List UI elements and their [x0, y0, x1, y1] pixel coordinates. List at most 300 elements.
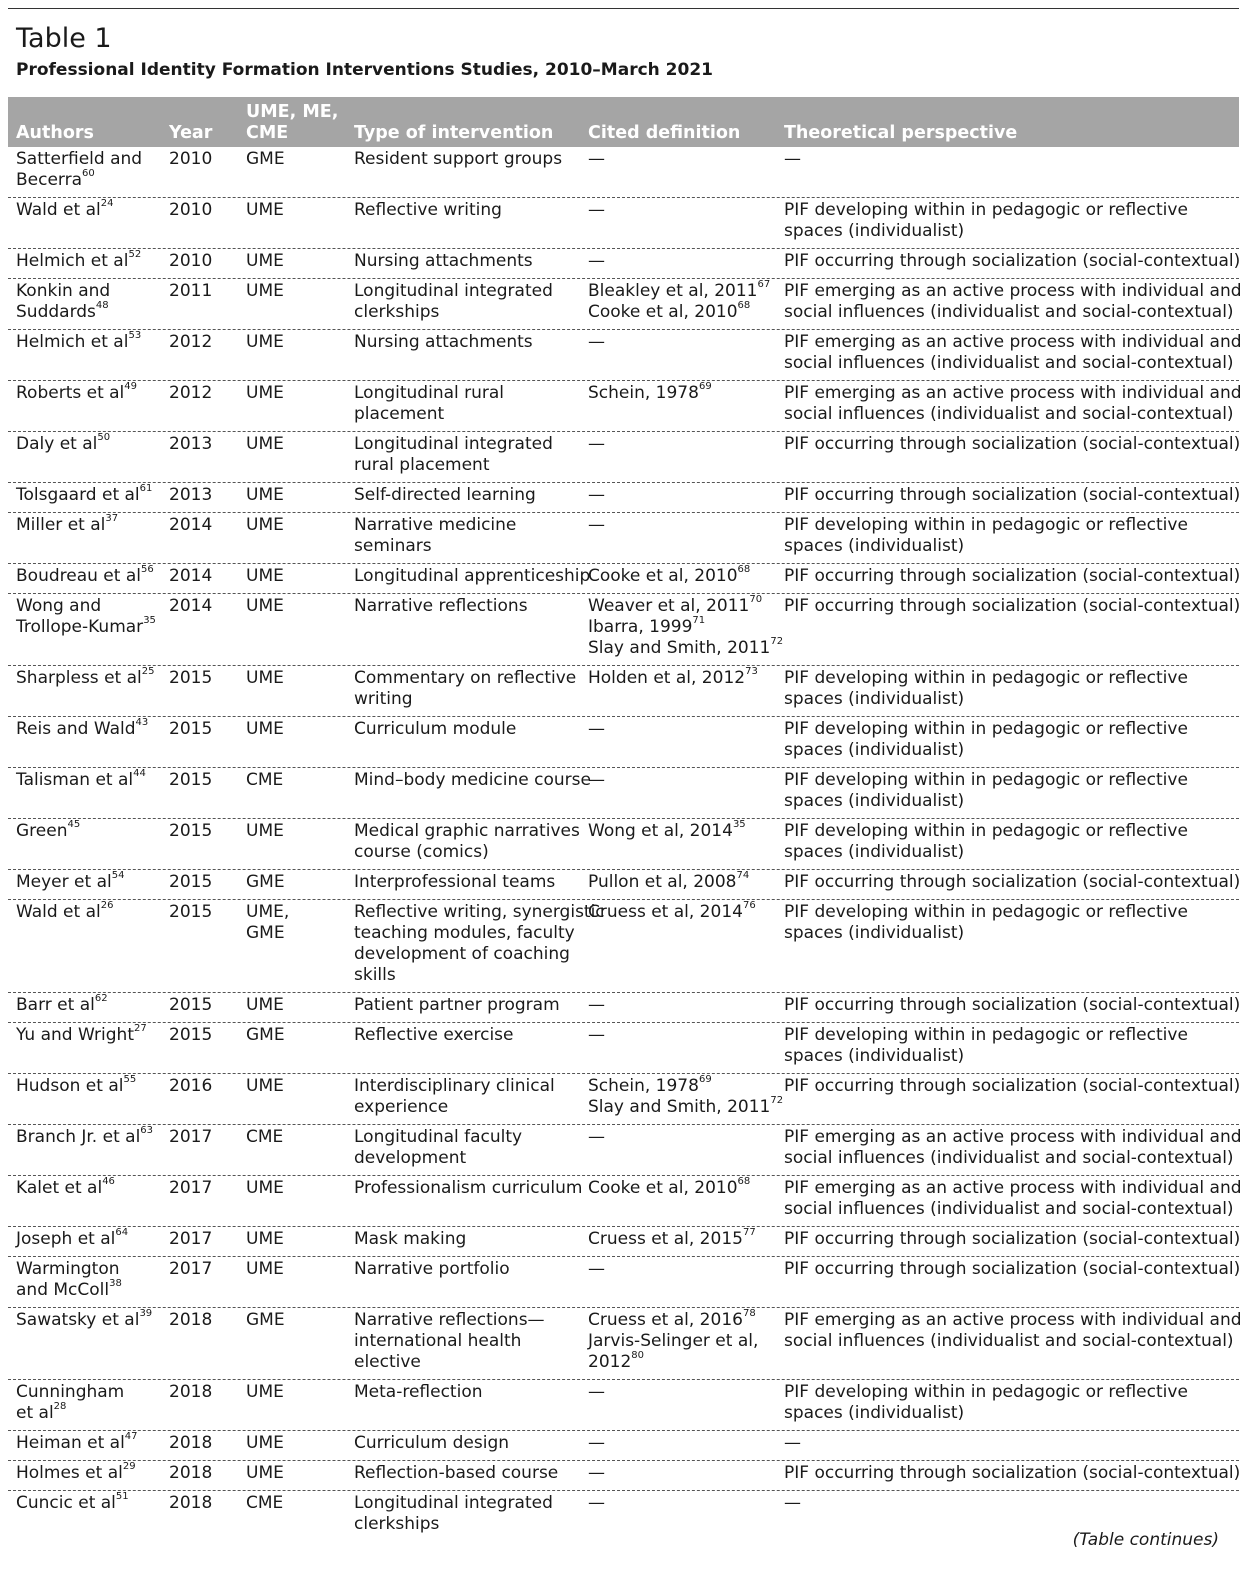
cited-definition-cell: [588, 434, 605, 455]
level-cell: [246, 1310, 285, 1331]
intervention-type-line: course (comics): [354, 842, 489, 862]
authors-cell: [16, 332, 166, 353]
intervention-type-line: experience: [354, 1097, 449, 1117]
reference-number: 45: [67, 819, 81, 830]
reference-number: 60: [82, 168, 95, 179]
cited-definition-line: —: [588, 332, 605, 352]
cited-definition-cell: [588, 485, 605, 506]
reference-number: 49: [124, 381, 138, 392]
level-line: GME: [246, 149, 285, 169]
table-row: [8, 198, 1239, 249]
cited-definition-cell: [588, 1493, 605, 1514]
reference-number: 51: [115, 1491, 129, 1502]
authors-line: Boudreau et $al^{56}$: [16, 564, 154, 586]
level-line: UME: [246, 485, 284, 505]
cited-definition-cell: [588, 668, 758, 689]
intervention-type-line: placement: [354, 404, 445, 424]
cited-definition-line: Cooke et al, 2010$^{68}$: [588, 300, 751, 322]
theoretical-perspective-line: spaces (individualist): [784, 923, 965, 943]
authors-line: Talisman et $al^{44}$: [16, 768, 146, 790]
header-perspective: Theoretical perspective: [784, 123, 1018, 143]
table-body: [8, 147, 1242, 1541]
table-row: [8, 1461, 1239, 1491]
level-line: GME: [246, 1025, 285, 1045]
theoretical-perspective-line: social influences (individualist and social-contextual): [784, 1148, 1234, 1168]
theoretical-perspective-cell: [784, 149, 801, 170]
theoretical-perspective-cell: [784, 281, 1242, 323]
theoretical-perspective-line: PIF developing within in pedagogic or reflective: [784, 515, 1188, 535]
cited-definition-line: Wong et al, 2014$^{35}$: [588, 819, 746, 841]
theoretical-perspective-cell: [784, 1025, 1188, 1067]
authors-cell: [16, 200, 166, 221]
reference-number: 43: [135, 717, 149, 728]
level-line: UME: [246, 1229, 284, 1249]
authors-cell: [16, 1229, 166, 1250]
cited-definition-line: —: [588, 1025, 605, 1045]
theoretical-perspective-cell: [784, 770, 1188, 812]
cited-definition-cell: [588, 1127, 605, 1148]
table-row: [8, 768, 1239, 819]
level-line: GME: [246, 923, 285, 943]
cited-definition-line: Pullon et al, 2008$^{74}$: [588, 870, 750, 892]
authors-line: Miller et $al^{37}$: [16, 513, 119, 535]
intervention-type-line: Reflective writing, synergistic: [354, 902, 605, 922]
theoretical-perspective-line: PIF occurring through socialization (social-contextual): [784, 995, 1241, 1015]
table-row: [8, 900, 1239, 993]
year-cell: 2015: [169, 1025, 213, 1045]
authors-line: and McColl$^{38}$: [16, 1278, 122, 1300]
theoretical-perspective-cell: [784, 902, 1188, 944]
table-row: [8, 819, 1239, 870]
authors-line: Kalet et $al^{46}$: [16, 1176, 115, 1198]
theoretical-perspective-line: PIF occurring through socialization (social-contextual): [784, 596, 1241, 616]
table-row: [8, 1257, 1239, 1308]
reference-number: 73: [745, 666, 758, 677]
theoretical-perspective-cell: [784, 1178, 1242, 1220]
intervention-type-cell: [354, 200, 584, 221]
authors-line: Sharpless et $al^{25}$: [16, 666, 155, 688]
cited-definition-cell: [588, 770, 605, 791]
table-row: [8, 594, 1239, 666]
table-row: [8, 1023, 1239, 1074]
year-cell: 2010: [169, 251, 213, 271]
intervention-type-cell: [354, 1493, 584, 1535]
intervention-type-line: teaching modules, faculty: [354, 923, 575, 943]
theoretical-perspective-cell: [784, 1463, 1240, 1484]
authors-cell: [16, 1382, 166, 1424]
table-row: [8, 432, 1239, 483]
reference-number: 62: [94, 993, 108, 1004]
intervention-type-cell: [354, 821, 584, 863]
cited-definition-cell: [588, 821, 746, 842]
year-cell: 2014: [169, 596, 213, 616]
authors-cell: [16, 1433, 166, 1454]
reference-number: 27: [134, 1023, 147, 1034]
intervention-type-cell: [354, 770, 591, 791]
theoretical-perspective-line: spaces (individualist): [784, 740, 965, 760]
theoretical-perspective-line: PIF emerging as an active process with individual and: [784, 332, 1242, 352]
year-cell: 2018: [169, 1433, 213, 1453]
level-line: CME: [246, 1493, 284, 1513]
reference-number: 67: [757, 279, 771, 290]
intervention-type-cell: [354, 1127, 584, 1169]
intervention-type-cell: [354, 1463, 584, 1484]
theoretical-perspective-line: PIF developing within in pedagogic or reflective: [784, 902, 1188, 922]
cited-definition-cell: [588, 383, 712, 404]
year-cell: 2015: [169, 995, 213, 1015]
intervention-type-line: Reflective exercise: [354, 1025, 514, 1045]
year-cell: 2015: [169, 719, 213, 739]
authors-cell: [16, 1025, 166, 1046]
authors-line: Wald et $al^{24}$: [16, 198, 114, 220]
theoretical-perspective-line: social influences (individualist and social-contextual): [784, 1331, 1234, 1351]
authors-cell: [16, 566, 166, 587]
authors-line: Satterfield and: [16, 149, 143, 169]
level-cell: [246, 1025, 285, 1046]
reference-number: 29: [122, 1461, 136, 1472]
reference-number: 71: [692, 615, 706, 626]
intervention-type-line: writing: [354, 689, 413, 709]
intervention-type-cell: [354, 1310, 584, 1373]
intervention-type-line: Resident support groups: [354, 149, 563, 169]
cited-definition-cell: [588, 1463, 605, 1484]
reference-number: 69: [698, 1074, 712, 1085]
level-line: UME: [246, 1433, 284, 1453]
intervention-type-cell: [354, 383, 584, 425]
cited-definition-cell: [588, 1025, 605, 1046]
intervention-type-line: Patient partner program: [354, 995, 560, 1015]
cited-definition-cell: [588, 251, 605, 272]
cited-definition-line: —: [588, 1463, 605, 1483]
cited-definition-line: 2012$^{80}$: [588, 1350, 644, 1372]
authors-cell: [16, 149, 166, 191]
intervention-type-cell: [354, 596, 584, 617]
header-authors: Authors: [16, 123, 94, 143]
authors-cell: [16, 995, 166, 1016]
reference-number: 69: [698, 381, 712, 392]
theoretical-perspective-cell: [784, 1382, 1188, 1424]
cited-definition-line: Slay and Smith, 2011$^{72}$: [588, 636, 784, 658]
level-cell: [246, 485, 284, 506]
level-cell: [246, 332, 284, 353]
level-cell: [246, 1076, 284, 1097]
intervention-type-line: Longitudinal faculty: [354, 1127, 523, 1147]
reference-number: 53: [128, 330, 142, 341]
cited-definition-cell: [588, 1259, 605, 1280]
year-cell: 2018: [169, 1310, 213, 1330]
level-line: UME: [246, 821, 284, 841]
theoretical-perspective-cell: [784, 251, 1240, 272]
intervention-type-cell: [354, 332, 584, 353]
level-cell: [246, 596, 284, 617]
cited-definition-cell: [588, 902, 756, 923]
level-cell: [246, 719, 284, 740]
cited-definition-line: Cruess et al, 2014$^{76}$: [588, 900, 756, 922]
intervention-type-line: Reflective writing: [354, 200, 502, 220]
cited-definition-line: Schein, 1978$^{69}$: [588, 381, 712, 403]
authors-cell: [16, 872, 166, 893]
reference-number: 44: [133, 768, 146, 779]
theoretical-perspective-line: PIF developing within in pedagogic or reflective: [784, 200, 1188, 220]
year-cell: 2015: [169, 770, 213, 790]
authors-line: Barr et $al^{62}$: [16, 993, 108, 1015]
theoretical-perspective-line: PIF occurring through socialization (social-contextual): [784, 1076, 1241, 1096]
level-line: GME: [246, 872, 285, 892]
theoretical-perspective-cell: [784, 995, 1240, 1016]
intervention-type-line: development of coaching: [354, 944, 570, 964]
intervention-type-line: Interprofessional teams: [354, 872, 556, 892]
table-row: [8, 381, 1242, 432]
reference-number: 63: [140, 1125, 154, 1136]
table-row: [8, 564, 1239, 594]
cited-definition-line: Cooke et al, 2010$^{68}$: [588, 564, 751, 586]
theoretical-perspective-line: spaces (individualist): [784, 791, 965, 811]
reference-number: 54: [111, 870, 125, 881]
authors-cell: [16, 596, 166, 638]
authors-line: Hudson et $al^{55}$: [16, 1074, 137, 1096]
cited-definition-cell: [588, 1433, 605, 1454]
authors-cell: [16, 719, 166, 740]
intervention-type-line: Longitudinal rural: [354, 383, 505, 403]
theoretical-perspective-cell: [784, 1433, 801, 1454]
authors-cell: [16, 668, 166, 689]
cited-definition-cell: [588, 719, 605, 740]
theoretical-perspective-line: PIF emerging as an active process with individual and: [784, 1178, 1242, 1198]
theoretical-perspective-line: spaces (individualist): [784, 842, 965, 862]
authors-line: Becerra$^{60}$: [16, 168, 95, 190]
reference-number: 24: [100, 198, 114, 209]
level-line: UME: [246, 1463, 284, 1483]
intervention-type-cell: [354, 566, 591, 587]
table-row: [8, 1380, 1239, 1431]
level-line: GME: [246, 1310, 285, 1330]
cited-definition-line: Cooke et al, 2010$^{68}$: [588, 1176, 751, 1198]
reference-number: 56: [140, 564, 154, 575]
theoretical-perspective-line: PIF developing within in pedagogic or reflective: [784, 1025, 1188, 1045]
intervention-type-cell: [354, 485, 584, 506]
theoretical-perspective-line: spaces (individualist): [784, 1046, 965, 1066]
level-line: UME: [246, 1382, 284, 1402]
reference-number: 39: [139, 1308, 153, 1319]
level-cell: [246, 1463, 284, 1484]
reference-number: 50: [97, 432, 111, 443]
theoretical-perspective-cell: [784, 515, 1188, 557]
level-cell: [246, 668, 284, 689]
level-cell: [246, 821, 284, 842]
intervention-type-line: development: [354, 1148, 467, 1168]
table-row: [8, 1308, 1242, 1380]
theoretical-perspective-line: PIF occurring through socialization (social-contextual): [784, 1229, 1241, 1249]
table-row: [8, 1491, 1239, 1541]
intervention-type-cell: [354, 719, 584, 740]
reference-number: 64: [115, 1227, 129, 1238]
authors-cell: [16, 1076, 166, 1097]
cited-definition-line: Slay and Smith, 2011$^{72}$: [588, 1095, 784, 1117]
level-cell: [246, 200, 284, 221]
cited-definition-line: —: [588, 1259, 605, 1279]
year-cell: 2014: [169, 515, 213, 535]
table-row: [8, 717, 1239, 768]
cited-definition-cell: [588, 1310, 758, 1373]
intervention-type-cell: [354, 1076, 584, 1118]
theoretical-perspective-line: —: [784, 1433, 801, 1453]
cited-definition-line: —: [588, 1433, 605, 1453]
table-row: [8, 666, 1239, 717]
intervention-type-cell: [354, 872, 584, 893]
intervention-type-line: Mask making: [354, 1229, 467, 1249]
intervention-type-line: Mind–body medicine course: [354, 770, 591, 790]
header-level-line2: CME: [246, 123, 289, 143]
authors-line: Branch Jr. et $al^{63}$: [16, 1125, 154, 1147]
cited-definition-line: —: [588, 149, 605, 169]
level-cell: [246, 1229, 284, 1250]
authors-line: Roberts et $al^{49}$: [16, 381, 138, 403]
theoretical-perspective-line: PIF developing within in pedagogic or reflective: [784, 668, 1188, 688]
authors-cell: [16, 251, 166, 272]
table-row: [8, 147, 1239, 198]
reference-number: 68: [737, 564, 751, 575]
intervention-type-line: Commentary on reflective: [354, 668, 577, 688]
cited-definition-cell: [588, 1076, 783, 1118]
year-cell: 2017: [169, 1178, 213, 1198]
intervention-type-line: Narrative reflections: [354, 596, 528, 616]
theoretical-perspective-cell: [784, 434, 1240, 455]
table-row: [8, 513, 1239, 564]
theoretical-perspective-cell: [784, 1259, 1240, 1280]
authors-line: Trollope-Kumar$^{35}$: [16, 615, 156, 637]
cited-definition-line: —: [588, 515, 605, 535]
theoretical-perspective-line: spaces (individualist): [784, 221, 965, 241]
intervention-type-line: Narrative reflections—: [354, 1310, 545, 1330]
cited-definition-cell: [588, 149, 605, 170]
intervention-type-cell: [354, 1025, 584, 1046]
theoretical-perspective-cell: [784, 1493, 801, 1514]
cited-definition-cell: [588, 995, 605, 1016]
reference-number: 61: [139, 483, 153, 494]
table-title: Professional Identity Formation Interventions Studies, 2010–March 2021: [16, 60, 713, 80]
level-cell: [246, 770, 283, 791]
year-cell: 2018: [169, 1382, 213, 1402]
intervention-type-line: Nursing attachments: [354, 251, 533, 271]
authors-line: Cuncic et $al^{51}$: [16, 1491, 129, 1513]
theoretical-perspective-line: PIF emerging as an active process with individual and: [784, 281, 1242, 301]
authors-line: Wald et $al^{26}$: [16, 900, 114, 922]
year-cell: 2013: [169, 485, 213, 505]
theoretical-perspective-line: PIF occurring through socialization (social-contextual): [784, 251, 1241, 271]
authors-cell: [16, 1310, 166, 1331]
intervention-type-line: elective: [354, 1352, 421, 1372]
reference-number: 48: [95, 300, 109, 311]
intervention-type-line: Longitudinal integrated: [354, 434, 553, 454]
cited-definition-line: —: [588, 200, 605, 220]
cited-definition-line: —: [588, 770, 605, 790]
intervention-type-line: clerkships: [354, 302, 440, 322]
level-line: UME: [246, 434, 284, 454]
reference-number: 46: [102, 1176, 115, 1187]
header-type: Type of intervention: [354, 123, 554, 143]
reference-number: 80: [631, 1350, 644, 1361]
cited-definition-line: —: [588, 1127, 605, 1147]
intervention-type-line: Curriculum design: [354, 1433, 510, 1453]
level-cell: [246, 995, 284, 1016]
year-cell: 2015: [169, 821, 213, 841]
cited-definition-line: Bleakley et al, 2011$^{67}$: [588, 279, 771, 301]
level-line: UME: [246, 596, 284, 616]
theoretical-perspective-cell: [784, 1310, 1242, 1352]
table-continues-note: (Table continues): [1072, 1530, 1219, 1550]
level-line: UME: [246, 281, 284, 301]
intervention-type-cell: [354, 251, 584, 272]
authors-cell: [16, 1178, 166, 1199]
theoretical-perspective-line: PIF developing within in pedagogic or reflective: [784, 719, 1188, 739]
level-cell: [246, 1178, 284, 1199]
cited-definition-line: Weaver et al, 2011$^{70}$: [588, 594, 763, 616]
cited-definition-line: —: [588, 1382, 605, 1402]
reference-number: 68: [737, 300, 751, 311]
authors-line: Heiman et $al^{47}$: [16, 1431, 138, 1453]
reference-number: 25: [141, 666, 155, 677]
cited-definition-line: Cruess et al, 2016$^{78}$: [588, 1308, 756, 1330]
intervention-type-cell: [354, 1178, 584, 1199]
authors-cell: [16, 383, 166, 404]
intervention-type-cell: [354, 902, 605, 986]
authors-line: Meyer et $al^{54}$: [16, 870, 125, 892]
intervention-type-line: Reflection-based course: [354, 1463, 559, 1483]
authors-line: Cunningham: [16, 1382, 125, 1402]
authors-line: Yu and Wright$^{27}$: [16, 1023, 147, 1045]
cited-definition-cell: [588, 515, 605, 536]
intervention-type-line: Professionalism curriculum: [354, 1178, 583, 1198]
reference-number: 72: [770, 1095, 784, 1106]
table-row: [8, 1125, 1242, 1176]
year-cell: 2012: [169, 332, 213, 352]
theoretical-perspective-cell: [784, 668, 1188, 710]
intervention-type-line: clerkships: [354, 1514, 440, 1534]
cited-definition-line: —: [588, 251, 605, 271]
intervention-type-cell: [354, 1433, 584, 1454]
cited-definition-cell: [588, 200, 605, 221]
authors-cell: [16, 434, 166, 455]
reference-number: 74: [736, 870, 750, 881]
cited-definition-cell: [588, 596, 783, 659]
cited-definition-line: Ibarra, 1999$^{71}$: [588, 615, 706, 637]
reference-number: 28: [53, 1401, 67, 1412]
authors-line: Daly et $al^{50}$: [16, 432, 111, 454]
theoretical-perspective-cell: [784, 332, 1242, 374]
reference-number: 38: [109, 1278, 122, 1289]
theoretical-perspective-line: PIF occurring through socialization (social-contextual): [784, 485, 1241, 505]
cited-definition-line: —: [588, 1493, 605, 1513]
cited-definition-cell: [588, 332, 605, 353]
reference-number: 35: [143, 615, 156, 626]
level-cell: [246, 1382, 284, 1403]
reference-number: 35: [732, 819, 746, 830]
year-cell: 2010: [169, 149, 213, 169]
level-line: UME: [246, 668, 284, 688]
authors-cell: [16, 770, 166, 791]
authors-line: Warmington: [16, 1259, 120, 1279]
cited-definition-cell: [588, 872, 749, 893]
level-cell: [246, 251, 284, 272]
table-row: [8, 249, 1239, 279]
intervention-type-line: Meta-reflection: [354, 1382, 483, 1402]
cited-definition-cell: [588, 1229, 756, 1250]
authors-line: Green$^{45}$: [16, 819, 81, 841]
level-line: UME: [246, 515, 284, 535]
year-cell: 2015: [169, 668, 213, 688]
cited-definition-line: Cruess et al, 2015$^{77}$: [588, 1227, 756, 1249]
level-line: UME: [246, 200, 284, 220]
